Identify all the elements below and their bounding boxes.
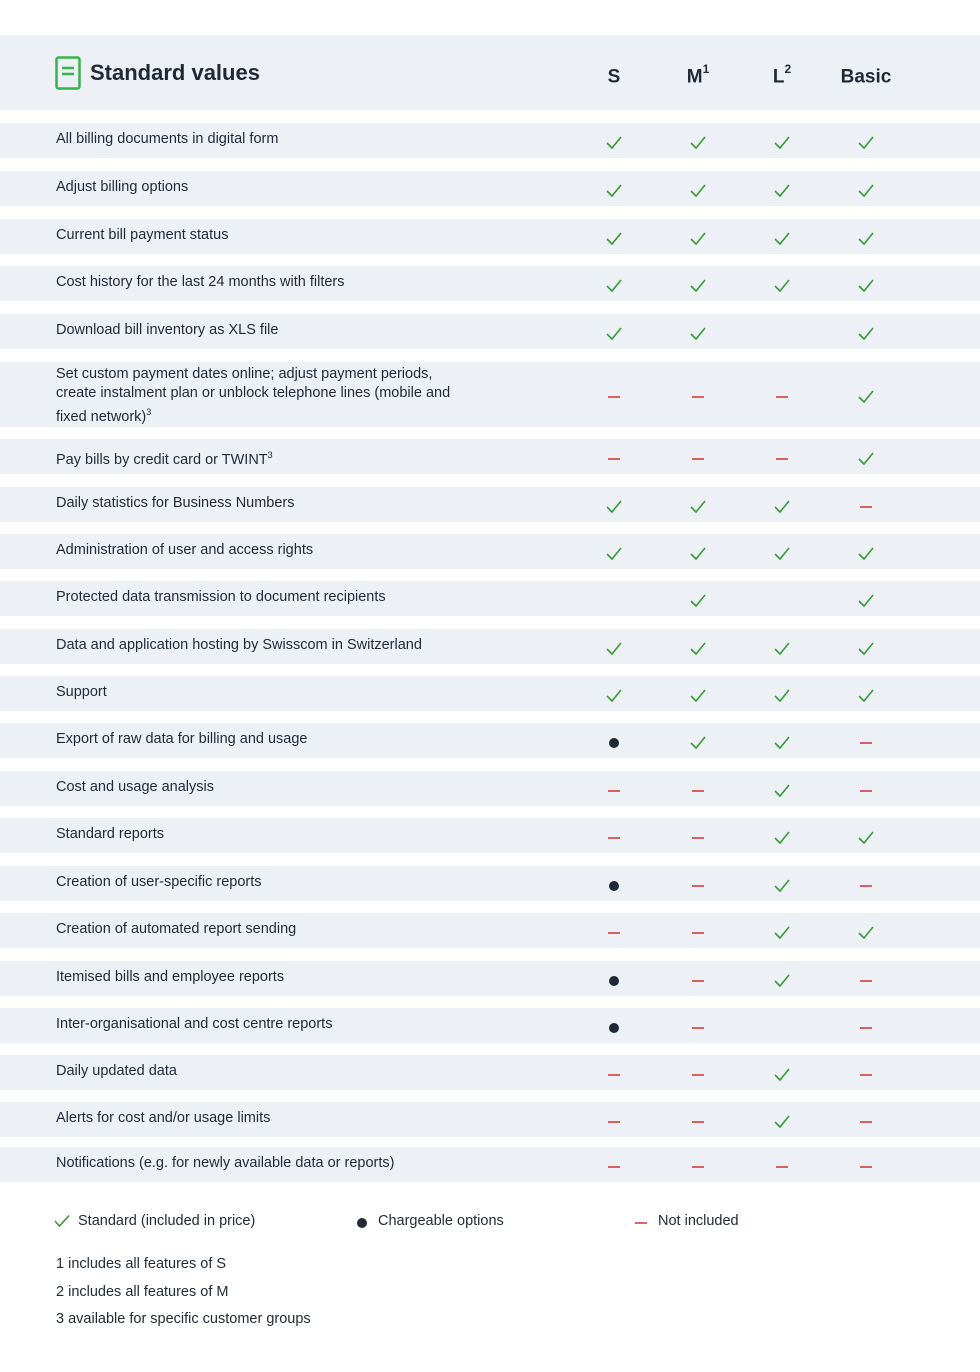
dash-icon: [634, 1216, 648, 1228]
document-icon: [55, 56, 81, 90]
check-icon: [688, 639, 708, 659]
dash-icon: [604, 449, 624, 469]
feature-label: Creation of user-specific reports: [56, 874, 262, 890]
check-icon: [772, 828, 792, 848]
check-icon: [604, 686, 624, 706]
feature-label: Cost and usage analysis: [56, 779, 214, 795]
check-icon: [772, 544, 792, 564]
check-icon: [604, 497, 624, 517]
dash-icon: [856, 1112, 876, 1132]
check-icon: [772, 923, 792, 943]
dash-icon: [772, 387, 792, 407]
check-icon: [688, 229, 708, 249]
feature-label: Data and application hosting by Swisscom in Switzerland: [56, 637, 422, 653]
check-icon: [772, 181, 792, 201]
check-icon: [772, 639, 792, 659]
check-icon: [688, 686, 708, 706]
dash-icon: [688, 828, 708, 848]
table-title: Standard values: [90, 60, 260, 85]
column-header-m: $M^1$: [686, 62, 710, 88]
legend-standard: Standard (included in price): [78, 1213, 256, 1229]
check-icon: [772, 733, 792, 753]
check-icon: [688, 544, 708, 564]
legend-not-included: Not included: [658, 1213, 739, 1229]
feature-label: Support: [56, 684, 107, 700]
dot-icon: [356, 1217, 368, 1229]
dash-icon: [688, 449, 708, 469]
check-icon: [856, 686, 876, 706]
feature-label: Current bill payment status: [56, 227, 229, 243]
check-icon: [688, 181, 708, 201]
dash-icon: [604, 781, 624, 801]
dash-icon: [856, 876, 876, 896]
dash-icon: [688, 387, 708, 407]
check-icon: [604, 324, 624, 344]
check-icon: [856, 181, 876, 201]
dash-icon: [604, 923, 624, 943]
check-icon: [688, 497, 708, 517]
check-icon: [772, 971, 792, 991]
feature-label: Pay bills by credit card or TWINT$^3$: [56, 450, 273, 468]
footnote-1: 1 includes all features of S: [56, 1256, 227, 1272]
feature-label: Cost history for the last 24 months with filters: [56, 274, 345, 290]
check-icon: [856, 229, 876, 249]
feature-label: Alerts for cost and/or usage limits: [56, 1110, 271, 1126]
dot-icon: [604, 971, 624, 991]
check-icon: [772, 133, 792, 153]
dash-icon: [772, 449, 792, 469]
feature-label: Adjust billing options: [56, 179, 189, 195]
dash-icon: [604, 1065, 624, 1085]
dash-icon: [856, 1157, 876, 1177]
dash-icon: [688, 1112, 708, 1132]
dash-icon: [856, 733, 876, 753]
feature-label: Notifications (e.g. for newly available data or reports): [56, 1155, 395, 1171]
check-icon: [772, 1112, 792, 1132]
footnote-2: 2 includes all features of M: [56, 1284, 229, 1300]
dash-icon: [772, 1157, 792, 1177]
feature-label: Export of raw data for billing and usage: [56, 731, 308, 747]
column-header-s: S: [607, 66, 621, 88]
column-header-l: $L^2$: [772, 62, 792, 88]
column-header-basic: Basic: [840, 66, 892, 88]
feature-label: Standard reports: [56, 826, 165, 842]
check-icon: [772, 781, 792, 801]
check-icon: [856, 449, 876, 469]
check-icon: [856, 544, 876, 564]
check-icon: [856, 133, 876, 153]
footnote-3: 3 available for specific customer groups: [56, 1311, 311, 1327]
check-icon: [604, 544, 624, 564]
check-icon: [604, 639, 624, 659]
dot-icon: [604, 1018, 624, 1038]
feature-label: Daily updated data: [56, 1063, 177, 1079]
check-icon: [856, 324, 876, 344]
feature-label: Administration of user and access rights: [56, 542, 314, 558]
dash-icon: [604, 1157, 624, 1177]
dash-icon: [688, 1157, 708, 1177]
check-icon: [856, 387, 876, 407]
dash-icon: [856, 971, 876, 991]
check-icon: [54, 1214, 70, 1228]
check-icon: [772, 1065, 792, 1085]
feature-label: Creation of automated report sending: [56, 921, 297, 937]
dash-icon: [688, 971, 708, 991]
check-icon: [772, 276, 792, 296]
check-icon: [604, 229, 624, 249]
check-icon: [856, 276, 876, 296]
check-icon: [604, 276, 624, 296]
check-icon: [772, 497, 792, 517]
check-icon: [772, 876, 792, 896]
dash-icon: [604, 387, 624, 407]
dash-icon: [688, 923, 708, 943]
feature-label: All billing documents in digital form: [56, 131, 279, 147]
feature-label: Download bill inventory as XLS file: [56, 322, 279, 338]
check-icon: [772, 229, 792, 249]
feature-label: Itemised bills and employee reports: [56, 969, 285, 985]
dash-icon: [856, 497, 876, 517]
dash-icon: [604, 1112, 624, 1132]
check-icon: [856, 639, 876, 659]
dash-icon: [688, 1065, 708, 1085]
dash-icon: [688, 1018, 708, 1038]
feature-label: Inter-organisational and cost centre reports: [56, 1016, 333, 1032]
check-icon: [856, 591, 876, 611]
check-icon: [688, 733, 708, 753]
dash-icon: [856, 1018, 876, 1038]
dot-icon: [604, 733, 624, 753]
dash-icon: [856, 1065, 876, 1085]
dash-icon: [688, 876, 708, 896]
feature-label: Protected data transmission to document recipients: [56, 589, 386, 605]
dash-icon: [688, 781, 708, 801]
check-icon: [688, 276, 708, 296]
legend-chargeable: Chargeable options: [378, 1213, 504, 1229]
dot-icon: [604, 876, 624, 896]
check-icon: [604, 133, 624, 153]
check-icon: [688, 591, 708, 611]
feature-label: Daily statistics for Business Numbers: [56, 495, 295, 511]
dash-icon: [604, 828, 624, 848]
check-icon: [688, 133, 708, 153]
check-icon: [604, 181, 624, 201]
feature-label: Set custom payment dates online; adjust payment periods, create instalment plan or unblock telephone lines (mobile and fixed network)$^3$: [56, 366, 451, 425]
check-icon: [688, 324, 708, 344]
dash-icon: [856, 781, 876, 801]
check-icon: [856, 828, 876, 848]
check-icon: [856, 923, 876, 943]
check-icon: [772, 686, 792, 706]
